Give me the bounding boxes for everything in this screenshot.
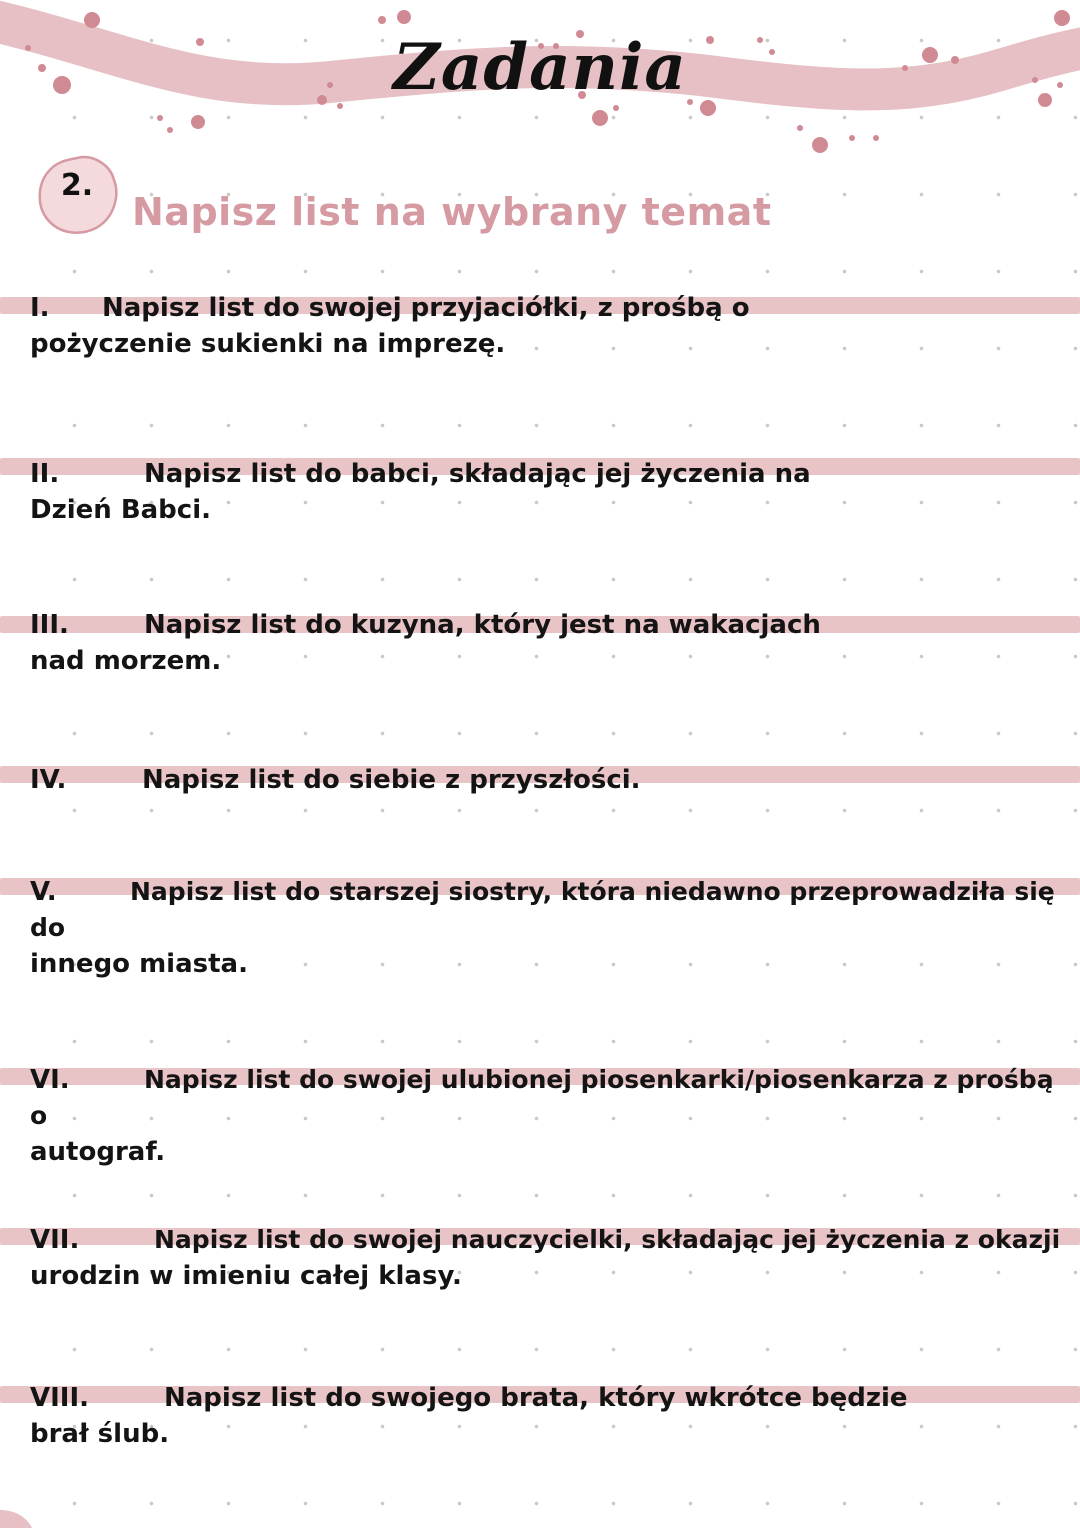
task-numeral: IV.: [30, 765, 67, 795]
list-item: [30, 1380, 1070, 1452]
list-item: [30, 1062, 1070, 1170]
list-item: [30, 290, 1070, 362]
section-heading: Napisz list na wybrany temat: [132, 190, 772, 234]
task-numeral: II.: [30, 459, 60, 489]
task-text: Napisz list do swojej przyjaciółki, z prośbą o: [102, 293, 750, 323]
task-numeral: III.: [30, 610, 69, 640]
list-item: [30, 607, 1070, 679]
task-text-continued: urodzin w imieniu całej klasy.: [30, 1261, 462, 1291]
task-text-continued: Dzień Babci.: [30, 495, 211, 525]
task-numeral: VIII.: [30, 1383, 90, 1413]
list-item: [30, 1222, 1070, 1294]
task-text-continued: nad morzem.: [30, 646, 222, 676]
task-text: Napisz list do swojej nauczycielki, składając jej życzenia z okazji: [154, 1225, 1061, 1254]
task-text-continued: autograf.: [30, 1137, 166, 1167]
section-number: 2.: [60, 168, 94, 203]
task-text: Napisz list do kuzyna, który jest na wakacjach: [144, 610, 821, 640]
task-numeral: VI.: [30, 1065, 70, 1095]
task-text-continued: pożyczenie sukienki na imprezę.: [30, 329, 506, 359]
task-text: Napisz list do babci, składając jej życzenia na: [144, 459, 811, 489]
task-text-continued: innego miasta.: [30, 949, 248, 979]
list-item: [30, 456, 1070, 528]
task-text: Napisz list do swojego brata, który wkrótce będzie: [164, 1383, 908, 1413]
list-item: [30, 762, 1070, 798]
page-title: Zadania: [393, 30, 687, 105]
task-text: Napisz list do swojej ulubionej piosenkarki/piosenkarza z prośbą o: [30, 1065, 1054, 1130]
task-text: Napisz list do siebie z przyszłości.: [142, 765, 641, 795]
list-item: [30, 874, 1070, 982]
task-text-continued: brał ślub.: [30, 1419, 170, 1449]
task-text: Napisz list do starszej siostry, która niedawno przeprowadziła się do: [30, 877, 1055, 942]
corner-decoration: [0, 1500, 40, 1528]
task-numeral: I.: [30, 293, 50, 323]
task-numeral: V.: [30, 877, 57, 907]
task-numeral: VII.: [30, 1225, 80, 1255]
